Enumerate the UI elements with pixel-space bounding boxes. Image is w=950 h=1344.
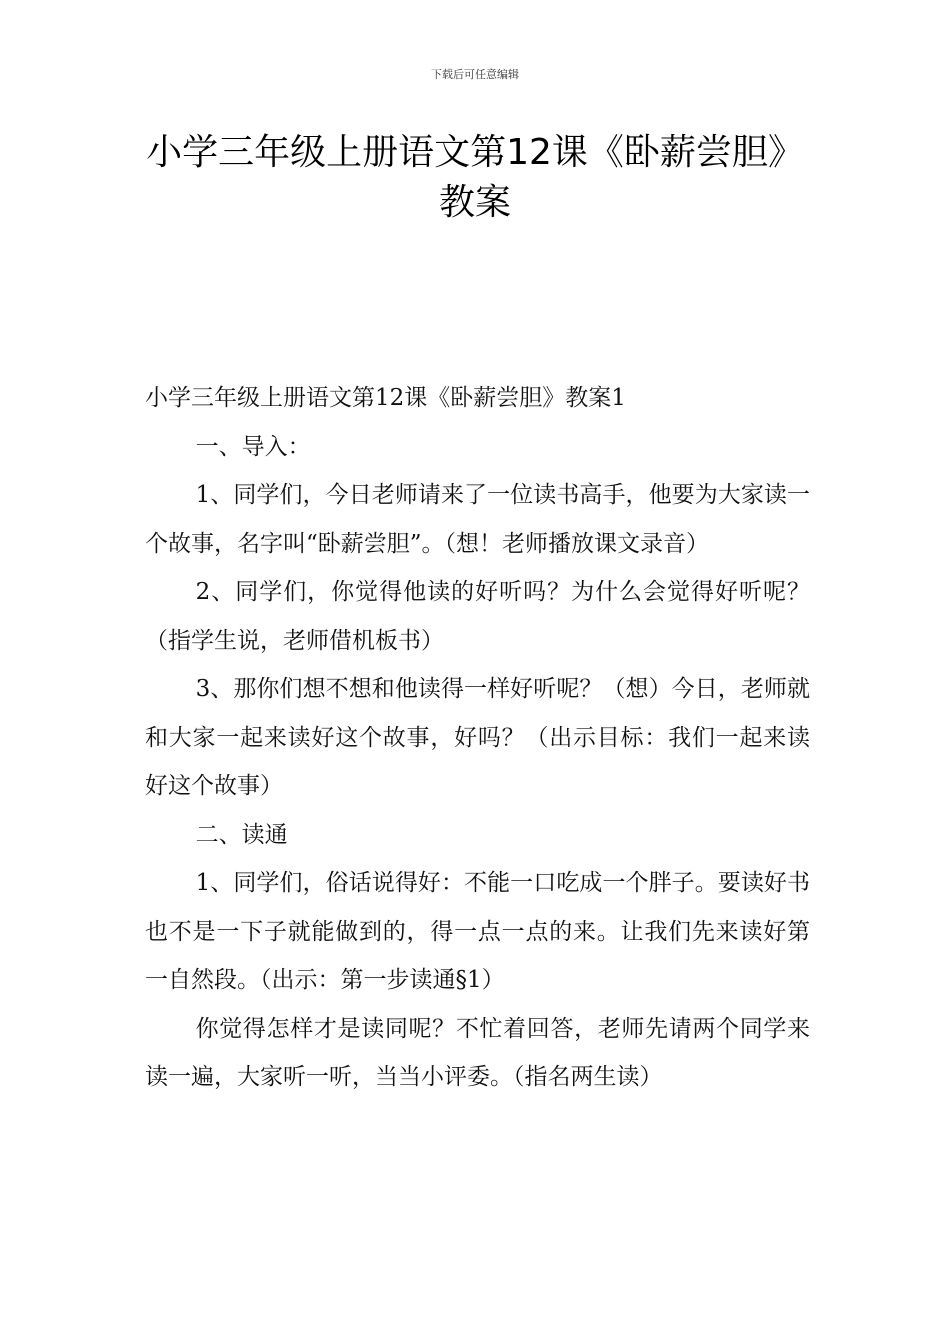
document-title-line-2: 教案 <box>438 182 511 223</box>
paragraph: 1、同学们，今日老师请来了一位读书高手，他要为大家读一个故事，名字叫“卧薪尝胆”。（想！老师播放课文录音） <box>145 482 810 557</box>
document-body <box>145 374 810 1102</box>
paragraph: 你觉得怎样才是读同呢？不忙着回答，老师先请两个同学来读一遍，大家听一听，当当小评委。（指名两生读） <box>145 1015 810 1090</box>
header-note: 下载后可任意编辑 <box>431 68 519 81</box>
paragraph: 2、同学们，你觉得他读的好听吗？为什么会觉得好听呢？（指学生说，老师借机板书） <box>145 579 810 654</box>
paragraph: 1、同学们，俗话说得好：不能一口吃成一个胖子。要读好书也不是一下子就能做到的，得一点一点的来。让我们先来读好第一自然段。（出示：第一步读通§1） <box>145 870 810 993</box>
document-title <box>95 128 855 228</box>
paragraph: 3、那你们想不想和他读得一样好听呢？（想）今日，老师就和大家一起来读好这个故事，好吗？（出示目标：我们一起来读好这个故事） <box>145 676 810 799</box>
paragraph: 二、读通 <box>195 821 288 848</box>
document-title-line-1: 小学三年级上册语文第12课《卧薪尝胆》 <box>146 132 804 173</box>
paragraph: 一、导入： <box>195 433 311 460</box>
section-heading: 小学三年级上册语文第12课《卧薪尝胆》教案1 <box>145 385 626 411</box>
